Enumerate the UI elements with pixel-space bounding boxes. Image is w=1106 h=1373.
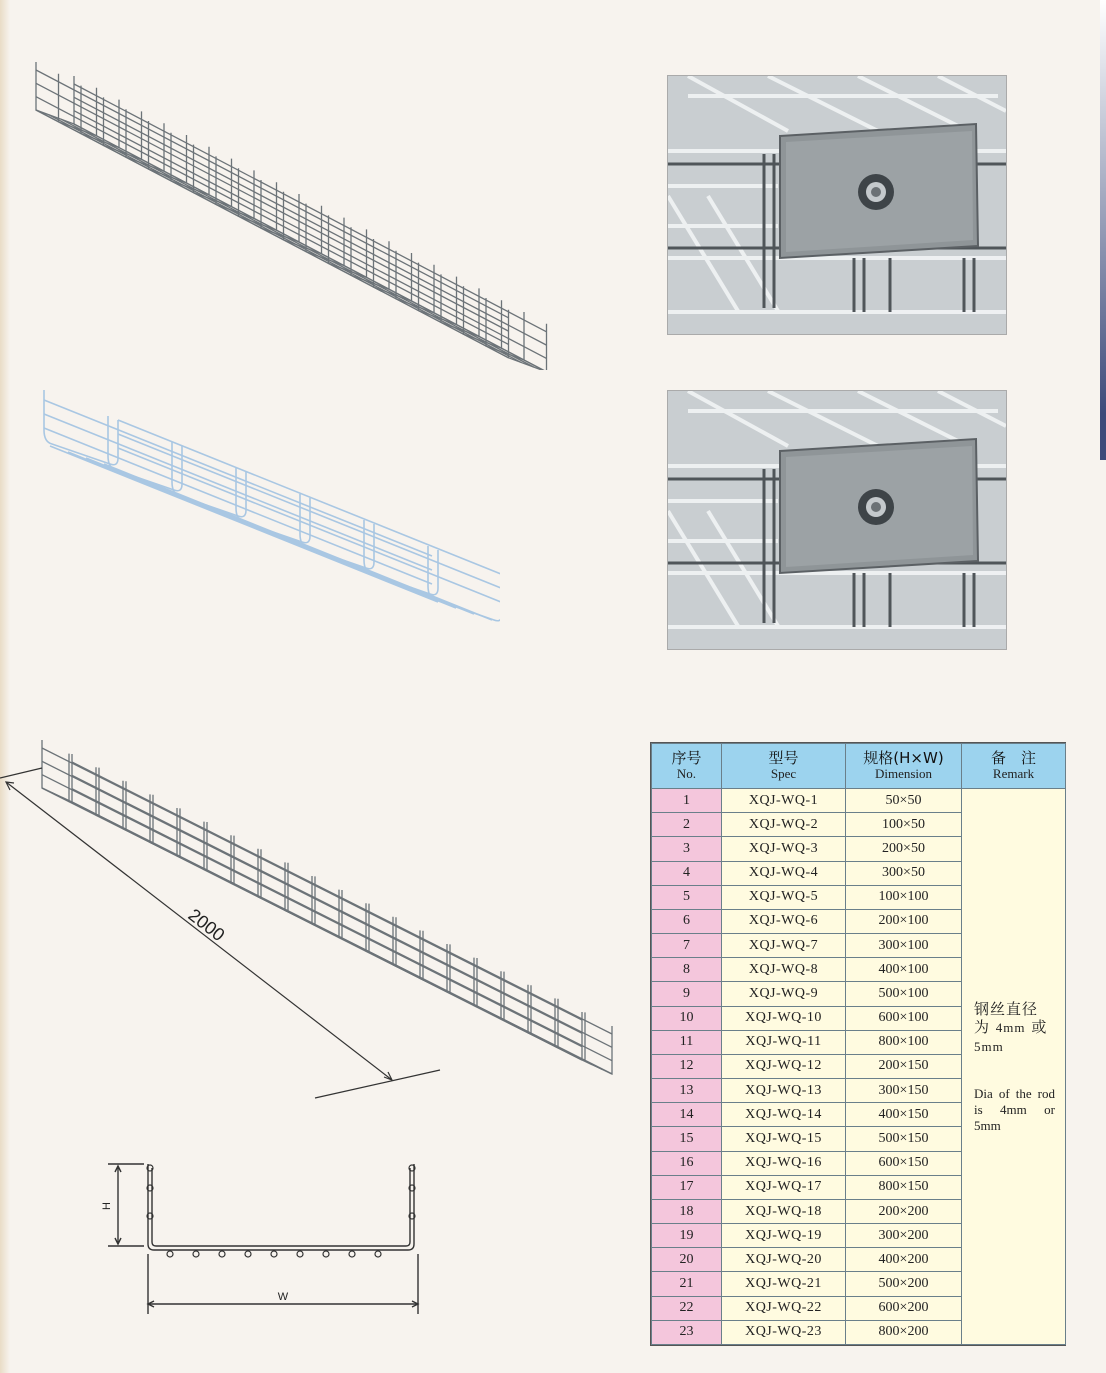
row-dimension: 800×150 — [846, 1175, 962, 1199]
row-spec: XQJ-WQ-23 — [722, 1320, 846, 1344]
remark-zh-line2b: 4mm — [995, 1019, 1026, 1035]
row-spec: XQJ-WQ-13 — [722, 1079, 846, 1103]
spec-table — [650, 742, 1066, 1346]
page-edge-shadow — [0, 0, 10, 1373]
tray-wire — [74, 97, 547, 345]
header-remark-en: Remark — [992, 766, 1035, 781]
row-number: 7 — [652, 934, 722, 958]
section-wire-dot — [349, 1251, 355, 1257]
row-number: 5 — [652, 885, 722, 909]
row-dimension: 100×100 — [846, 885, 962, 909]
wire-tray-illustration-top — [30, 50, 570, 370]
row-number: 13 — [652, 1079, 722, 1103]
row-number: 9 — [652, 982, 722, 1006]
connector-photo-bottom — [667, 390, 1007, 650]
row-number: 17 — [652, 1175, 722, 1199]
tray-wire — [118, 448, 500, 604]
remark-en: Dia of the rod is 4mm or 5mm — [974, 1085, 1055, 1133]
connector-photo-top — [667, 75, 1007, 335]
row-dimension: 200×150 — [846, 1054, 962, 1078]
section-wire-dot — [193, 1251, 199, 1257]
row-number: 8 — [652, 958, 722, 982]
row-number: 11 — [652, 1030, 722, 1054]
wire-tray-dimension-drawing — [0, 730, 630, 1110]
row-number: 4 — [652, 861, 722, 885]
row-number: 18 — [652, 1199, 722, 1223]
row-dimension: 300×50 — [846, 861, 962, 885]
row-spec: XQJ-WQ-9 — [722, 982, 846, 1006]
tray-wire — [74, 111, 547, 359]
page-edge-tab — [1100, 0, 1106, 460]
row-spec: XQJ-WQ-18 — [722, 1199, 846, 1223]
row-spec: XQJ-WQ-17 — [722, 1175, 846, 1199]
row-spec: XQJ-WQ-14 — [722, 1103, 846, 1127]
row-spec: XQJ-WQ-7 — [722, 934, 846, 958]
row-spec: XQJ-WQ-6 — [722, 909, 846, 933]
header-remark — [962, 744, 1066, 789]
row-number: 21 — [652, 1272, 722, 1296]
row-dimension: 500×150 — [846, 1127, 962, 1151]
row-number: 16 — [652, 1151, 722, 1175]
row-dimension: 200×200 — [846, 1199, 962, 1223]
row-spec: XQJ-WQ-1 — [722, 789, 846, 813]
tray-wire — [86, 458, 474, 614]
row-dimension: 500×100 — [846, 982, 962, 1006]
row-spec: XQJ-WQ-3 — [722, 837, 846, 861]
remark-cell — [962, 789, 1066, 1345]
header-spec — [722, 744, 846, 789]
row-spec: XQJ-WQ-11 — [722, 1030, 846, 1054]
row-spec: XQJ-WQ-21 — [722, 1272, 846, 1296]
header-dimension-en: Dimension — [874, 766, 933, 781]
row-dimension: 400×100 — [846, 958, 962, 982]
row-number: 3 — [652, 837, 722, 861]
header-no-zh: 序号 — [671, 749, 702, 767]
row-spec: XQJ-WQ-4 — [722, 861, 846, 885]
row-dimension: 300×150 — [846, 1079, 962, 1103]
row-spec: XQJ-WQ-5 — [722, 885, 846, 909]
spec-table-grid — [651, 743, 1066, 1345]
tray-wire — [44, 428, 432, 584]
row-dimension: 50×50 — [846, 789, 962, 813]
tray-wire — [36, 97, 509, 345]
row-spec: XQJ-WQ-20 — [722, 1248, 846, 1272]
row-dimension: 400×150 — [846, 1103, 962, 1127]
row-spec: XQJ-WQ-16 — [722, 1151, 846, 1175]
tray-wire — [104, 464, 492, 620]
row-number: 14 — [652, 1103, 722, 1127]
header-no — [652, 744, 722, 789]
connector-photo-top-image — [668, 76, 1006, 334]
row-dimension: 300×200 — [846, 1224, 962, 1248]
tray-cross-wire — [509, 310, 547, 370]
table-row — [652, 789, 1066, 813]
row-number: 22 — [652, 1296, 722, 1320]
row-dimension: 800×100 — [846, 1030, 962, 1054]
tray-wire — [36, 83, 509, 331]
row-dimension: 600×200 — [846, 1296, 962, 1320]
row-spec: XQJ-WQ-22 — [722, 1296, 846, 1320]
connector-photo-bottom-image — [668, 391, 1006, 649]
tray-wire — [44, 400, 432, 556]
row-number: 6 — [652, 909, 722, 933]
row-number: 10 — [652, 1006, 722, 1030]
tray-wire — [118, 434, 500, 590]
cross-section-drawing — [100, 1158, 440, 1320]
row-dimension: 300×100 — [846, 934, 962, 958]
table-header-row — [652, 744, 1066, 789]
row-dimension: 800×200 — [846, 1320, 962, 1344]
section-wire-dot — [219, 1251, 225, 1257]
tray-wire — [74, 84, 547, 332]
row-spec: XQJ-WQ-2 — [722, 813, 846, 837]
row-spec: XQJ-WQ-15 — [722, 1127, 846, 1151]
row-spec: XQJ-WQ-10 — [722, 1006, 846, 1030]
row-number: 1 — [652, 789, 722, 813]
header-spec-zh: 型号 — [768, 749, 799, 767]
row-dimension: 600×150 — [846, 1151, 962, 1175]
tray-cross-wire — [42, 740, 72, 802]
row-number: 19 — [652, 1224, 722, 1248]
height-label: H — [101, 1202, 113, 1210]
header-remark-zh: 备 注 — [990, 749, 1036, 767]
row-dimension: 400×200 — [846, 1248, 962, 1272]
tray-wire — [118, 420, 500, 576]
tray-wire — [36, 70, 509, 318]
tray-wire — [50, 446, 438, 602]
row-dimension: 100×50 — [846, 813, 962, 837]
row-number: 2 — [652, 813, 722, 837]
row-dimension: 200×100 — [846, 909, 962, 933]
section-wire-dot — [245, 1251, 251, 1257]
section-wire-dot — [271, 1251, 277, 1257]
section-wire-dot — [323, 1251, 329, 1257]
row-spec: XQJ-WQ-8 — [722, 958, 846, 982]
remark-zh-line2a: 为 — [974, 1017, 991, 1036]
row-number: 23 — [652, 1320, 722, 1344]
header-dimension-zh: 规格(H×W) — [863, 749, 944, 767]
row-dimension: 200×50 — [846, 837, 962, 861]
header-no-en: No. — [676, 766, 697, 781]
remark-zh-line1: 钢丝直径 — [974, 999, 1039, 1018]
section-wire-dot — [375, 1251, 381, 1257]
row-dimension: 600×100 — [846, 1006, 962, 1030]
width-label: W — [277, 1291, 289, 1303]
header-spec-en: Spec — [770, 766, 797, 781]
row-dimension: 500×200 — [846, 1272, 962, 1296]
row-spec: XQJ-WQ-19 — [722, 1224, 846, 1248]
remark-zh — [974, 1000, 1055, 1056]
section-wire-dot — [167, 1251, 173, 1257]
header-dimension — [846, 744, 962, 789]
row-spec: XQJ-WQ-12 — [722, 1054, 846, 1078]
section-wire-dot — [297, 1251, 303, 1257]
tray-wire — [44, 414, 432, 570]
tray-wire — [74, 124, 547, 370]
row-number: 20 — [652, 1248, 722, 1272]
remark-zh-line2c: 或 — [1031, 1017, 1048, 1036]
row-number: 12 — [652, 1054, 722, 1078]
length-label: 2000 — [184, 904, 229, 946]
wire-tray-illustration-light — [30, 370, 500, 640]
remark-zh-line3: 5mm — [974, 1038, 1004, 1054]
row-number: 15 — [652, 1127, 722, 1151]
tray-wire — [68, 452, 456, 608]
